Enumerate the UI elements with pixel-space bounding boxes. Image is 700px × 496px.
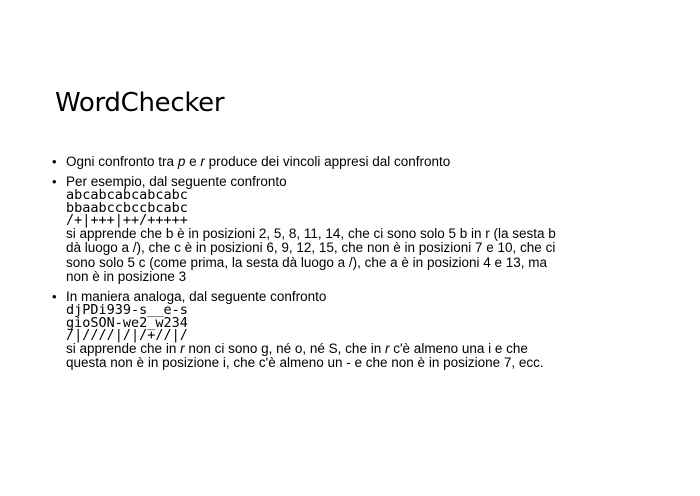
bullet1-p: p <box>177 154 186 169</box>
bullet2-intro: • Per esempio, dal seguente confronto <box>66 173 287 189</box>
bullet3-explanation-line-2: questa non è in posizione i, che c'è almeno un - e che non è in posizione 7, ecc. <box>66 355 544 370</box>
bullet2-explanation-line-4: non è in posizione 3 <box>66 269 187 284</box>
bullet1-text-2: e <box>185 154 201 169</box>
bullet3-e1-c: c'è almeno una i e che <box>389 340 528 356</box>
bullet-list <box>52 155 652 376</box>
bullet3-e1-r: r <box>180 340 185 356</box>
bullet-item-2 <box>52 175 652 285</box>
bullet2-explanation-line-3: sono solo 5 c (come prima, la sesta dà luogo a /), che a è in posizioni 4 e 13, ma <box>66 254 548 270</box>
bullet1-text-3: produce dei vincoli appresi dal confronto <box>204 154 451 169</box>
bullet-item-1 <box>52 155 652 170</box>
bullet3-e1-a: si apprende che in <box>66 340 181 356</box>
bullet3-code-line-3: /|////|/|/+//|/ <box>66 327 188 343</box>
bullet2-code-line-3: /+|+++|++/+++++ <box>66 212 188 228</box>
bullet2-explanation-line-2: dà luogo a /), che c è in posizioni 6, 9, 12, 15, che non è in posizioni 7 e 10, che ci <box>66 240 556 255</box>
bullet3-code-line-1: djPDi939-s__e-s <box>66 302 188 318</box>
bullet1-text-1: Ogni confronto tra <box>66 154 178 169</box>
bullet2-code-line-2: bbaabccbccbcabc <box>66 199 188 216</box>
bullet2-code-line-1: abcabcabcabcabc <box>66 187 188 203</box>
bullet1-r: r <box>200 154 205 169</box>
bullet2-explanation-line-1: si apprende che b è in posizioni 2, 5, 8, 11, 14, che ci sono solo 5 b in r (la sesta b <box>66 225 556 241</box>
bullet3-intro: • In maniera analoga, dal seguente confronto <box>66 288 327 304</box>
bullet3-e1-b: non ci sono g, né o, né S, che in <box>184 340 385 356</box>
bullet-item-3 <box>52 290 652 371</box>
bullet3-e1-r2: r <box>384 340 390 356</box>
bullet3-code-line-2: gioSON-we2_w234 <box>66 314 188 331</box>
bullet3-explanation-line-1 <box>66 342 652 357</box>
slide-title: WordChecker <box>55 88 225 118</box>
